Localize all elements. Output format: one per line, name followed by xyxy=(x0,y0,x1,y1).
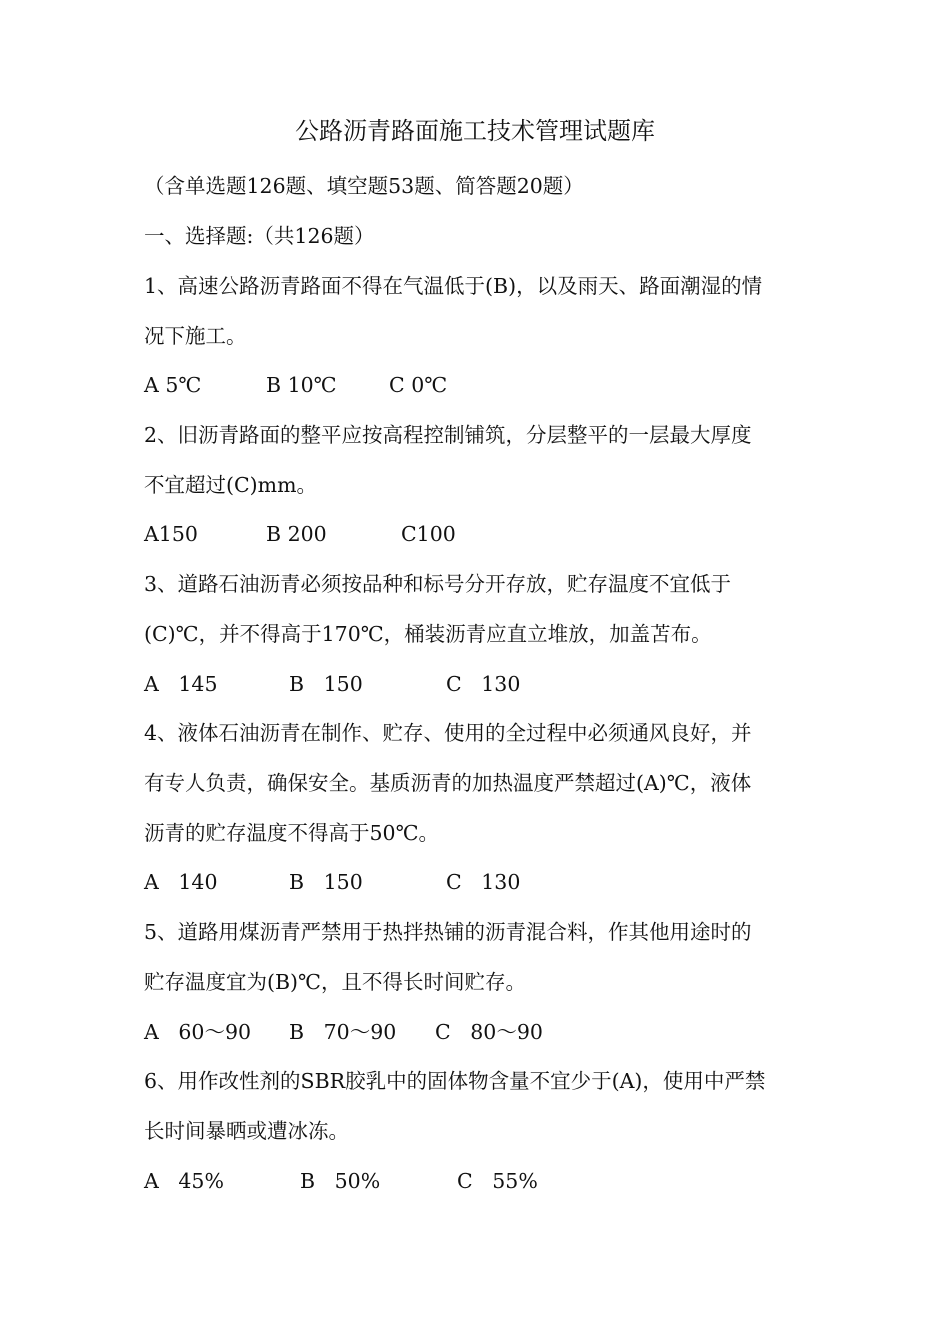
option-a: A 140 xyxy=(144,870,218,894)
document-title: 公路沥青路面施工技术管理试题库 xyxy=(295,117,655,145)
option-a: A 45% xyxy=(144,1169,224,1193)
option-c: C 130 xyxy=(446,672,521,696)
option-c: C 0℃ xyxy=(389,373,448,397)
option-b: B 50% xyxy=(300,1169,381,1193)
question-4-line-2: 有专人负责，确保安全。基质沥青的加热温度严禁超过(A)℃，液体 xyxy=(144,771,752,795)
option-b: B 200 xyxy=(266,522,327,546)
question-2-line-1: 2、旧沥青路面的整平应按高程控制铺筑，分层整平的一层最大厚度 xyxy=(144,423,752,447)
option-a: A 145 xyxy=(144,672,218,696)
option-c: C 80～90 xyxy=(435,1020,543,1044)
option-a: A 5℃ xyxy=(144,373,202,397)
option-b: B 150 xyxy=(289,672,363,696)
question-5-line-2: 贮存温度宜为(B)℃，且不得长时间贮存。 xyxy=(144,970,526,994)
option-b: B 150 xyxy=(289,870,363,894)
question-3-line-1: 3、道路石油沥青必须按品种和标号分开存放，贮存温度不宜低于 xyxy=(144,572,732,596)
question-4-line-1: 4、液体石油沥青在制作、贮存、使用的全过程中必须通风良好，并 xyxy=(144,721,752,745)
question-2-line-2: 不宜超过(C)mm。 xyxy=(144,473,318,497)
question-1-line-2: 况下施工。 xyxy=(144,324,247,348)
option-b: B 70～90 xyxy=(289,1020,397,1044)
option-c: C 55% xyxy=(457,1169,538,1193)
option-a: A 60～90 xyxy=(144,1020,252,1044)
question-4-line-3: 沥青的贮存温度不得高于50℃。 xyxy=(144,821,440,845)
option-b: B 10℃ xyxy=(266,373,337,397)
option-c: C 130 xyxy=(446,870,521,894)
document-subtitle: （含单选题126题、填空题53题、简答题20题） xyxy=(144,174,584,198)
option-c: C100 xyxy=(401,522,456,546)
question-1-line-1: 1、高速公路沥青路面不得在气温低于(B)，以及雨天、路面潮湿的情 xyxy=(144,274,763,298)
section-heading: 一、选择题:（共126题） xyxy=(144,224,375,248)
question-3-line-2: (C)℃，并不得高于170℃，桶装沥青应直立堆放，加盖苫布。 xyxy=(144,622,712,646)
option-a: A150 xyxy=(144,522,198,546)
question-6-line-2: 长时间暴晒或遭冰冻。 xyxy=(144,1119,349,1143)
question-5-line-1: 5、道路用煤沥青严禁用于热拌热铺的沥青混合料，作其他用途时的 xyxy=(144,920,752,944)
question-6-line-1: 6、用作改性剂的SBR胶乳中的固体物含量不宜少于(A)，使用中严禁 xyxy=(144,1069,766,1093)
